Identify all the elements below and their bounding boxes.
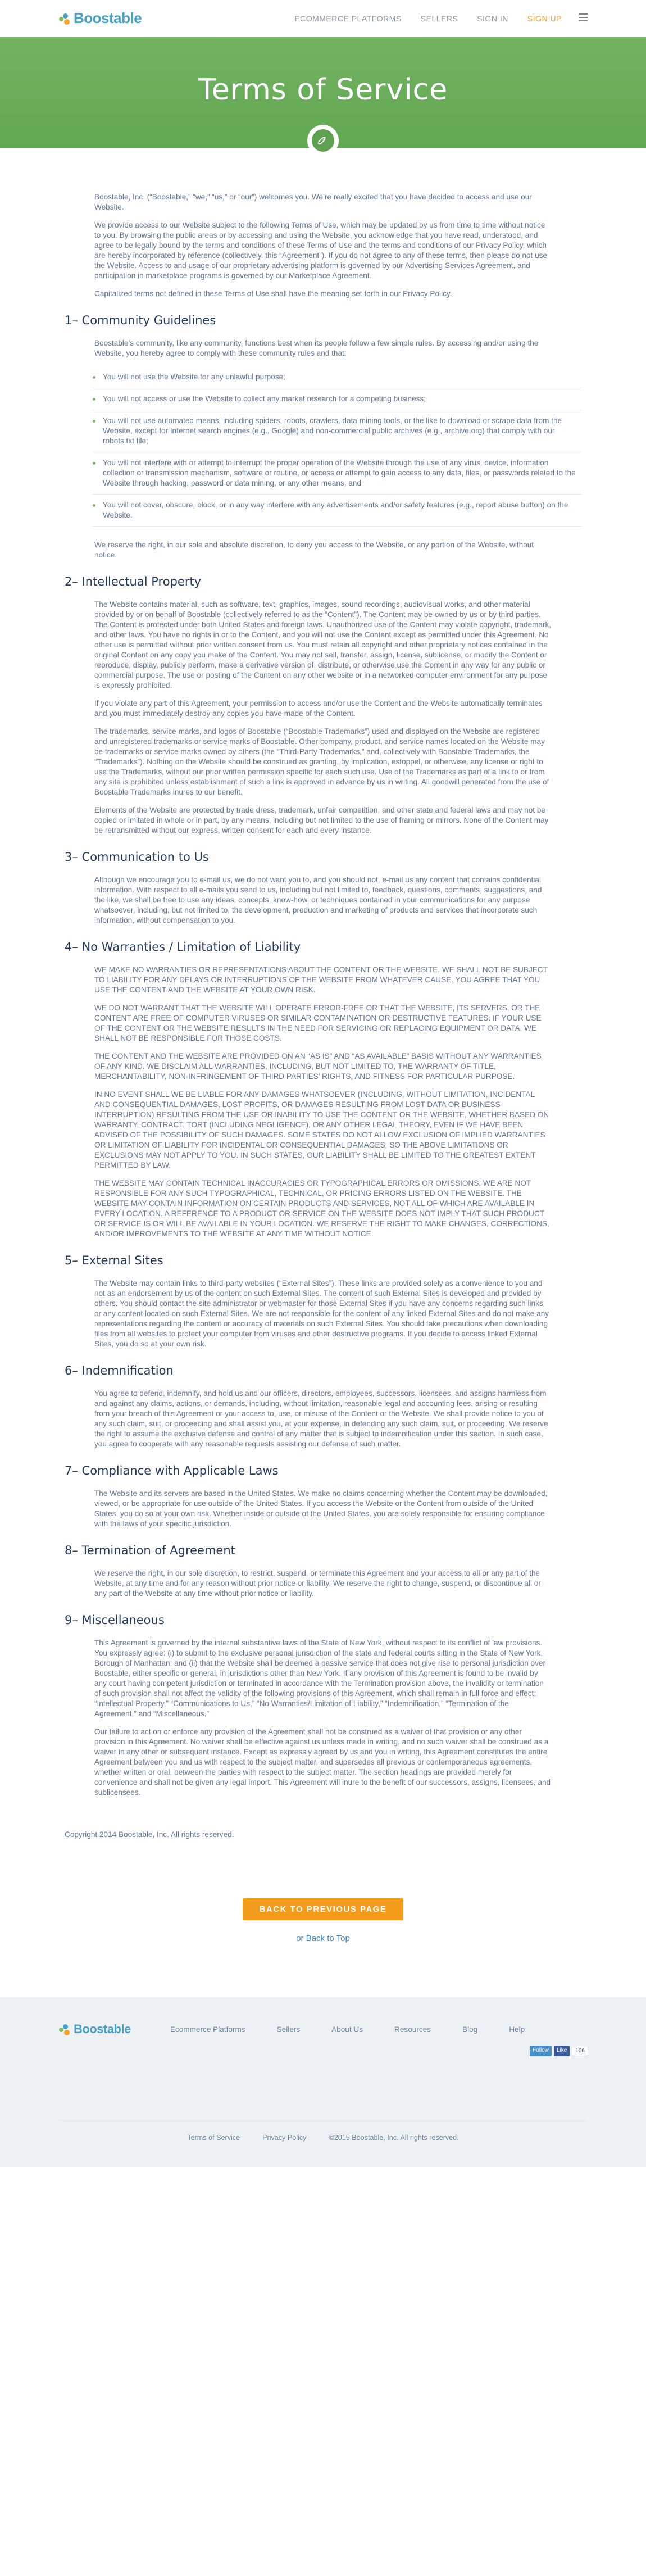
back-to-previous-page-button[interactable]: BACK TO PREVIOUS PAGE (243, 1898, 404, 1920)
section-paragraph: This Agreement is governed by the internal substantive laws of the State of New York, without respect to its conflict of law provisions. You expressly agree: (i) to submit to the exclusive personal jurisdiction of the state and federal courts sitting in the State of New York, Borough of Manhattan; and (ii) that the Website shall be deemed a passive service that does not give rise to personal jurisdiction over Boostable, either specific or general, in jurisdictions other than New York. If any provision of this Agreement is found to be invalid by any court having competent jurisdiction or terminated in accordance with the Termination provision above, the invalidity or termination of such provision shall not affect the validity of the following provisions of this Agreement, which shall remain in full force and effect: “Intellectual Property,” “Communications to Us,” “No Warranties/Limitation of Liability,” “Indemnification,” “Termination of the Agreement,” and “Miscellaneous.” (94, 1639, 545, 1718)
social-buttons (530, 2046, 588, 2056)
section-paragraph: The Website contains material, such as software, text, graphics, images, sound recordings, audiovisual works, and other material provided by or on behalf of Boostable (collectively referred to as the “Content”). The Content may be owned by us or by third parties. The Content is protected under both United States and foreign laws. Unauthorized use of the Content may violate copyright, trademark, and other laws. You have no rights in or to the Content, and you will not use the Content except as permitted under this Agreement. No other use is permitted without prior written consent from us. You must retain all copyright and other proprietary notices contained in the original Content on any copy you make of the Content. You may not sell, transfer, assign, license, sublicense, or modify the Content or reproduce, display, publicly perform, make a derivative version of, distribute, or otherwise use the Content in any way for any public or commercial purpose. The use or posting of the Content on any other website or in a networked computer environment for any purpose is expressly prohibited. (94, 600, 552, 690)
hero-banner (0, 37, 646, 148)
terms-section (65, 1254, 581, 1349)
section-heading: 8– Termination of Agreement (65, 1544, 235, 1557)
section-body (65, 338, 581, 359)
footer-privacy-link[interactable]: Privacy Policy (262, 2134, 307, 2142)
section-heading: 6– Indemnification (65, 1364, 174, 1377)
footer-link-blog[interactable]: Blog (462, 2025, 478, 2034)
intro-paragraph: Boostable, Inc. (“Boostable,” “we,” “us,” or “our”) welcomes you. We’re really excited that you have decided to access and use our Website. (94, 193, 532, 211)
logo-icon (59, 12, 70, 25)
section-body (65, 1278, 581, 1349)
terms-section (65, 940, 581, 1239)
footer-brand-logo[interactable] (59, 2022, 131, 2037)
section-body (65, 600, 581, 836)
footer-copyright: ©2015 Boostable, Inc. All rights reserved. (329, 2134, 459, 2142)
terms-section (65, 1464, 581, 1529)
section-heading: 4– No Warranties / Limitation of Liability (65, 940, 301, 954)
section-paragraph: Boostable’s community, like any community, functions best when its people follow a few simple rules. By accessing and/or using the Website, you hereby agree to comply with these community rules and that: (94, 339, 539, 357)
section-paragraph: The trademarks, service marks, and logos of Boostable (“Boostable Trademarks”) used and displayed on the Website are registered and unregistered trademarks or service marks of Boostable. Other company, product, and service names located on the Website may be trademarks or service marks owned by others (the “Third-Party Trademarks,” and, collectively with Boostable Trademarks, the “Trademarks”). Nothing on the Website should be construed as granting, by implication, estoppel, or otherwise, any license or right to use the Trademarks, without our prior written permission specific for each such use. Use of the Trademarks as part of a link to or from any site is prohibited unless establishment of such a link is approved in advance by us in writing. All goodwill generated from the use of Boostable Trademarks inures to our benefit. (94, 727, 549, 796)
terms-section (65, 1364, 581, 1449)
list-item: You will not access or use the Website to collect any market research for a competing business; (93, 388, 581, 410)
page-title: Terms of Service (198, 73, 448, 107)
footer-nav (59, 2022, 587, 2037)
footer-bottom (0, 2134, 646, 2142)
footer-brand-name: Boostable (74, 2022, 131, 2036)
section-body (65, 1638, 581, 1798)
section-paragraph: IN NO EVENT SHALL WE BE LIABLE FOR ANY DAMAGES WHATSOEVER (INCLUDING, WITHOUT LIMITATION, INCIDENTAL AND CONSEQUENTIAL DAMAGES, LOST PROFITS, OR DAMAGES RESULTING FROM LOST DATA OR BUSINESS INTERRUPTION) RESULTING FROM THE USE OR INABILITY TO USE THE CONTENT OR THE WEBSITE, WHETHER BASED ON WARRANTY, CONTRACT, TORT (INCLUDING NEGLIGENCE), OR ANY OTHER LEGAL THEORY, EVEN IF WE HAVE BEEN ADVISED OF THE POSSIBILITY OF SUCH DAMAGES. SOME STATES DO NOT ALLOW EXCLUSION OF IMPLIED WARRANTIES OR LIMITATION OF LIABILITY FOR INCIDENTAL OR CONSEQUENTIAL DAMAGES, SO THE ABOVE LIMITATIONS OR EXCLUSIONS MAY NOT APPLY TO YOU. IN SUCH STATES, OUR LIABILITY SHALL BE LIMITED TO THE GREATEST EXTENT PERMITTED BY LAW. (94, 1090, 549, 1169)
list-item: You will not use the Website for any unlawful purpose; (93, 366, 581, 388)
rocket-icon (312, 129, 334, 152)
twitter-follow-button[interactable]: Follow (530, 2046, 552, 2056)
sections (65, 314, 581, 1798)
section-heading: 5– External Sites (65, 1254, 163, 1267)
hamburger-menu-icon[interactable] (579, 13, 588, 21)
footer-link-about-us[interactable]: About Us (331, 2025, 363, 2034)
section-heading: 1– Community Guidelines (65, 314, 216, 327)
facebook-like-button[interactable]: Like (554, 2046, 570, 2056)
section-heading: 3– Communication to Us (65, 850, 209, 864)
section-body (65, 965, 581, 1239)
section-paragraph: We reserve the right, in our sole discretion, to restrict, suspend, or terminate this Agreement and your access to all or any part of the Website, at any time and for any reason without prior notice or liability. We reserve the right to change, suspend, or discontinue all or any part of the Website at any time without prior notice or liability. (94, 1569, 541, 1598)
section-paragraph: WE DO NOT WARRANT THAT THE WEBSITE WILL OPERATE ERROR-FREE OR THAT THE WEBSITE, ITS SERVERS, OR THE CONTENT ARE FREE OF COMPUTER VIRUSES OR SIMILAR CONTAMINATION OR DESTRUCTIVE FEATURES. IF YOUR USE OF THE CONTENT OR THE WEBSITE RESULTS IN THE NEED FOR SERVICING OR REPLACING EQUIPMENT OR DATA, WE SHALL NOT BE RESPONSIBLE FOR THOSE COSTS. (94, 1004, 542, 1042)
section-body (65, 1389, 581, 1449)
section-paragraph: WE MAKE NO WARRANTIES OR REPRESENTATIONS ABOUT THE CONTENT OR THE WEBSITE. WE SHALL NOT BE SUBJECT TO LIABILITY FOR ANY DELAYS OR INTERRUPTIONS OF THE WEBSITE FROM WHATEVER CAUSE. YOU AGREE THAT YOU USE THE CONTENT AND THE WEBSITE AT YOUR OWN RISK. (94, 965, 548, 994)
brand-logo[interactable] (59, 10, 142, 27)
nav-ecommerce-platforms[interactable]: ECOMMERCE PLATFORMS (294, 14, 402, 23)
back-to-top-link[interactable]: or Back to Top (296, 1934, 350, 1943)
nav-sellers[interactable]: SELLERS (420, 14, 458, 23)
terms-section (65, 850, 581, 926)
terms-section (65, 1544, 581, 1599)
section-paragraph: We reserve the right, in our sole and absolute discretion, to deny you access to the Website, or any portion of the Website, without notice. (94, 541, 534, 559)
terms-section (65, 1613, 581, 1798)
section-body (65, 875, 581, 926)
section-paragraph: Although we encourage you to e-mail us, we do not want you to, and you should not, e-mail us any content that contains confidential information. With respect to all e-mails you send to us, including but not limited to, feedback, questions, comments, suggestions, and the like, we shall be free to use any ideas, concepts, know-how, or techniques contained in your communications for any purpose whatsoever, including, but not limited to, the development, production and marketing of products and services that incorporate such information, without compensation to you. (94, 876, 542, 924)
footer-link-help[interactable]: Help (509, 2025, 525, 2034)
footer-link-resources[interactable]: Resources (394, 2025, 431, 2034)
rules-list (65, 366, 581, 527)
intro-paragraph: Capitalized terms not defined in these Terms of Use shall have the meaning set forth in our Privacy Policy. (94, 289, 452, 298)
section-body (65, 1489, 581, 1529)
hero-badge (307, 125, 339, 156)
section-paragraph: If you violate any part of this Agreement, your permission to access and/or use the Content and the Website automatically terminates and you must immediately destroy any copies you have made of the Content. (94, 699, 543, 718)
nav-sign-up[interactable]: SIGN UP (527, 14, 562, 23)
section-body (65, 1568, 581, 1599)
section-heading: 7– Compliance with Applicable Laws (65, 1464, 279, 1477)
section-paragraph: Elements of the Website are protected by trade dress, trademark, unfair competition, and other state and federal laws and may not be copied or imitated in whole or in part, by any means, including but not limited to the use of framing or mirrors. None of the Content may be retransmitted without our express, written consent for each and every instance. (94, 806, 549, 835)
terms-section (65, 314, 581, 560)
footer (0, 1997, 646, 2167)
list-item: You will not use automated means, including spiders, robots, crawlers, data mining tools, or the like to download or scrape data from the Website, except for Internet search engines (e.g., Google) and non-commercial public archives (e.g., archive.org) that comply with our robots.txt file; (93, 410, 581, 452)
main-nav (294, 0, 562, 37)
footer-link-ecommerce-platforms[interactable]: Ecommerce Platforms (170, 2025, 245, 2034)
section-paragraph: You agree to defend, indemnify, and hold us and our officers, directors, employees, successors, licensees, and assigns harmless from and against any claims, actions, or demands, including, without limitation, reasonable legal and accounting fees, arising or resulting from your breach of this Agreement or your access to, use, or misuse of the Content or the Website. We shall provide notice to you of any such claim, suit, or proceeding and shall assist you, at your expense, in defending any such claim, suit, or proceeding. We reserve the right to assume the exclusive defense and control of any matter that is subject to indemnification under this section. In such case, you agree to cooperate with any reasonable requests assisting our defense of such matter. (94, 1389, 548, 1448)
copyright-text: Copyright 2014 Boostable, Inc. All rights reserved. (65, 1830, 234, 1839)
top-navbar (0, 0, 646, 37)
like-count: 106 (572, 2046, 588, 2056)
back-actions (65, 1898, 581, 1943)
section-body (65, 540, 581, 560)
terms-section (65, 575, 581, 836)
intro-paragraph: We provide access to our Website subject to the following Terms of Use, which may be updated by us from time to time without notice to you. By browsing the public areas or by accessing and using the Website, you acknowledge that you have read, understood, and agree to be legally bound by the terms and conditions of these Terms of Use and the terms and conditions of our Privacy Policy, which are hereby incorporated by reference (collectively, this “Agreement”). If you do not agree to any of these terms, then please do not use the Website. Access to and usage of our proprietary advertising platform is governed by our Advertising Services Agreement, and participation in marketplace programs is governed by our Marketplace Agreement. (94, 221, 547, 280)
terms-content (65, 148, 581, 1943)
section-heading: 2– Intellectual Property (65, 575, 202, 588)
section-paragraph: Our failure to act on or enforce any provision of the Agreement shall not be construed as a waiver of that provision or any other provision in this Agreement. No waiver shall be effective against us unless made in writing, and no such waiver shall be construed as a waiver in any other or subsequent instance. Except as expressly agreed by us and you in writing, this Agreement constitutes the entire Agreement between you and us with respect to the subject matter, and supersedes all previous or contemporaneous agreements, whether written or oral, between the parties with respect to the subject matter. The section headings are provided merely for convenience and shall not be given any legal import. This Agreement will inure to the benefit of our successors, assigns, licensees, and sublicensees. (94, 1727, 551, 1797)
section-paragraph: The Website may contain links to third-party websites (“External Sites”). These links are provided solely as a convenience to you and not as an endorsement by us of the content on such External Sites. The content of such External Sites is developed and provided by others. You should contact the site administrator or webmaster for those External Sites if you have any concerns regarding such links or any content located on such External Sites. We are not responsible for the content of any linked External Sites and do not make any representations regarding the content or accuracy of materials on such External Sites. You should take precautions when downloading files from all websites to protect your computer from viruses and other destructive programs. If you decide to access linked External Sites, you do so at your own risk. (94, 1279, 549, 1348)
footer-link-sellers[interactable]: Sellers (276, 2025, 301, 2034)
intro (65, 192, 581, 299)
section-heading: 9– Miscellaneous (65, 1613, 165, 1627)
list-item: You will not interfere with or attempt to interrupt the proper operation of the Website through the use of any virus, device, information collection or transmission mechanism, software or routine, or access or attempt to gain access to any data, files, or passwords related to the Website through hacking, password or data mining, or any other means; and (93, 452, 581, 495)
section-paragraph: The Website and its servers are based in the United States. We make no claims concerning whether the Content may be downloaded, viewed, or be appropriate for use outside of the United States. If you access the Website or the Content from outside of the United States, you do so at your own risk. Whether inside or outside of the United States, you are solely responsible for ensuring compliance with the laws of your specific jurisdiction. (94, 1489, 548, 1528)
footer-terms-link[interactable]: Terms of Service (187, 2134, 240, 2142)
nav-sign-in[interactable]: SIGN IN (477, 14, 508, 23)
section-paragraph: THE CONTENT AND THE WEBSITE ARE PROVIDED ON AN “AS IS” AND “AS AVAILABLE” BASIS WITHOUT ANY WARRANTIES OF ANY KIND. WE DISCLAIM ALL WARRANTIES, INCLUDING, BUT NOT LIMITED TO, THE WARRANTY OF TITLE, MERCHANTABILITY, NON-INFRINGEMENT OF THIRD PARTIES’ RIGHTS, AND FITNESS FOR PARTICULAR PURPOSE. (94, 1052, 542, 1081)
logo-icon (59, 2023, 70, 2035)
section-paragraph: THE WEBSITE MAY CONTAIN TECHNICAL INACCURACIES OR TYPOGRAPHICAL ERRORS OR OMISSIONS. WE ARE NOT RESPONSIBLE FOR ANY SUCH TYPOGRAPHICAL, TECHNICAL, OR PRICING ERRORS LISTED ON THE WEBSITE. THE WEBSITE MAY CONTAIN INFORMATION ON CERTAIN PRODUCTS AND SERVICES, NOT ALL OF WHICH ARE AVAILABLE IN EVERY LOCATION. A REFERENCE TO A PRODUCT OR SERVICE ON THE WEBSITE DOES NOT IMPLY THAT SUCH PRODUCT OR SERVICE IS OR WILL BE AVAILABLE IN YOUR LOCATION. WE RESERVE THE RIGHT TO MAKE CHANGES, CORRECTIONS, AND/OR IMPROVEMENTS TO THE WEBSITE AT ANY TIME WITHOUT NOTICE. (94, 1179, 549, 1238)
brand-name: Boostable (74, 10, 142, 26)
list-item: You will not cover, obscure, block, or in any way interfere with any advertisements and/or safety features (e.g., report abuse button) on the Website. (93, 495, 581, 527)
